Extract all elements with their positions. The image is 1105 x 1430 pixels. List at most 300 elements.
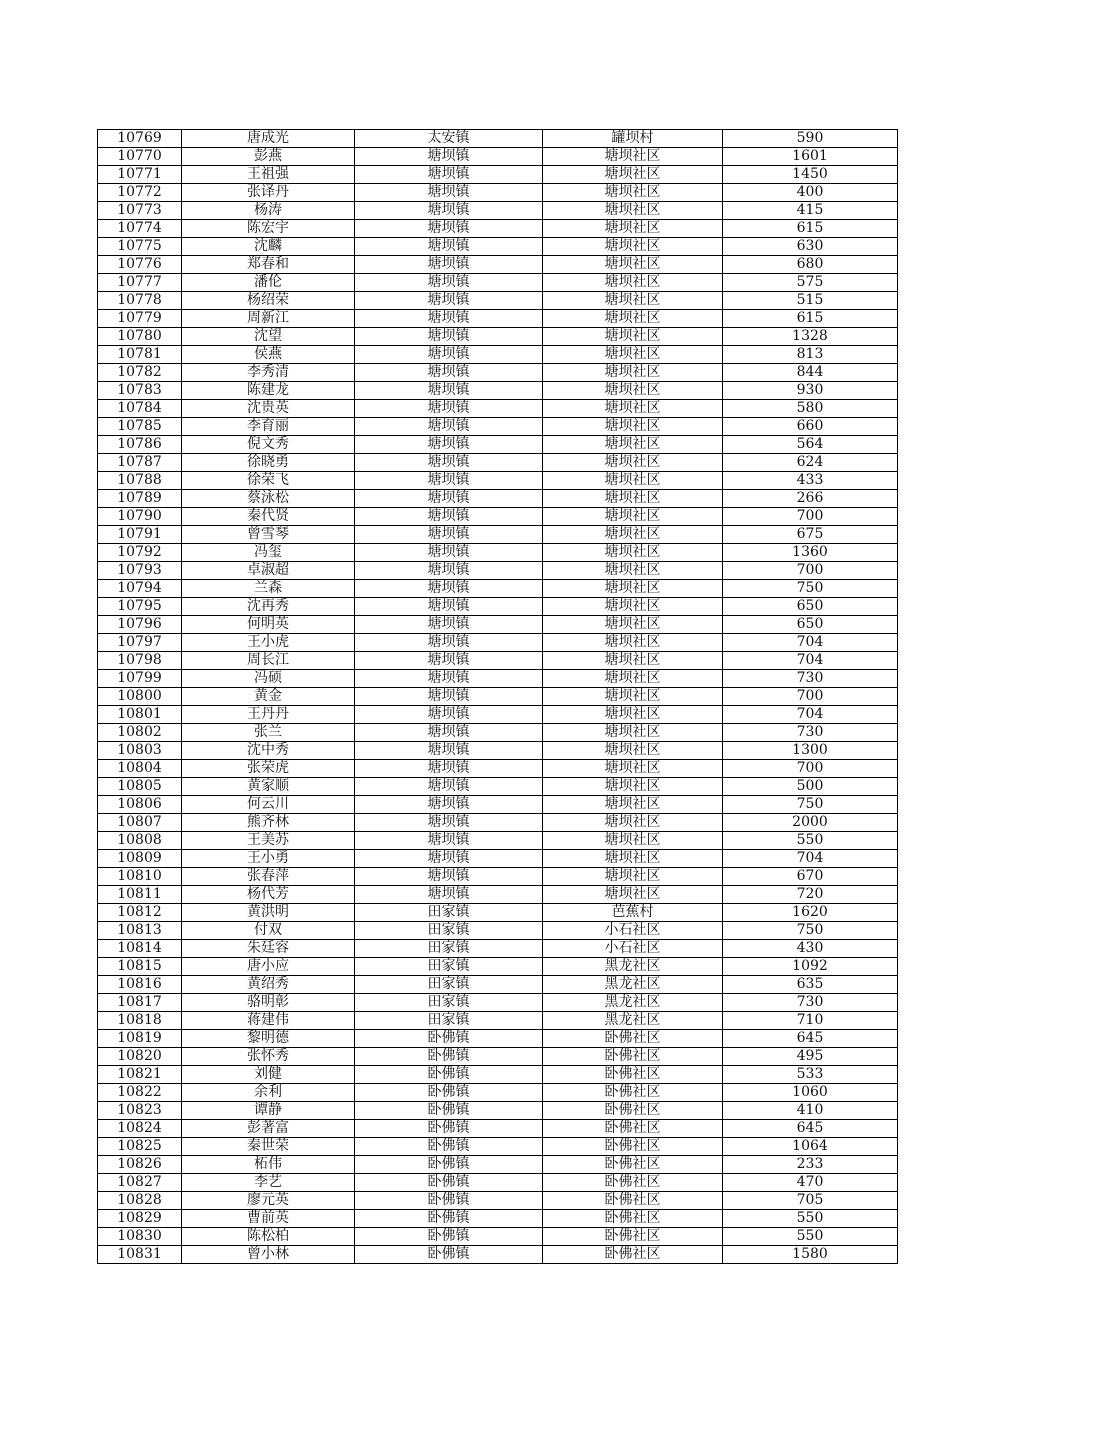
cell-town: 卧佛镇	[355, 1246, 543, 1264]
cell-record-id: 10807	[98, 814, 182, 832]
cell-person-name: 彭著富	[182, 1120, 355, 1138]
table-row	[98, 796, 898, 814]
cell-record-id: 10789	[98, 490, 182, 508]
cell-amount: 675	[723, 526, 898, 544]
cell-record-id: 10770	[98, 148, 182, 166]
cell-village: 卧佛社区	[543, 1174, 723, 1192]
cell-village: 黑龙社区	[543, 976, 723, 994]
cell-amount: 705	[723, 1192, 898, 1210]
table-row	[98, 922, 898, 940]
cell-amount: 615	[723, 220, 898, 238]
cell-village: 塘坝社区	[543, 598, 723, 616]
cell-record-id: 10798	[98, 652, 182, 670]
cell-village: 塘坝社区	[543, 742, 723, 760]
cell-person-name: 余利	[182, 1084, 355, 1102]
cell-person-name: 黄金	[182, 688, 355, 706]
cell-village: 卧佛社区	[543, 1030, 723, 1048]
cell-person-name: 陈松柏	[182, 1228, 355, 1246]
cell-person-name: 唐成光	[182, 130, 355, 148]
cell-record-id: 10795	[98, 598, 182, 616]
cell-village: 卧佛社区	[543, 1048, 723, 1066]
cell-amount: 750	[723, 922, 898, 940]
cell-village: 塘坝社区	[543, 526, 723, 544]
cell-person-name: 张兰	[182, 724, 355, 742]
cell-amount: 1328	[723, 328, 898, 346]
cell-person-name: 王小勇	[182, 850, 355, 868]
cell-village: 塘坝社区	[543, 724, 723, 742]
cell-record-id: 10817	[98, 994, 182, 1012]
cell-record-id: 10785	[98, 418, 182, 436]
cell-person-name: 何云川	[182, 796, 355, 814]
cell-town: 卧佛镇	[355, 1084, 543, 1102]
table-row	[98, 742, 898, 760]
table-row	[98, 724, 898, 742]
cell-village: 塘坝社区	[543, 490, 723, 508]
cell-village: 塘坝社区	[543, 688, 723, 706]
cell-village: 黑龙社区	[543, 1012, 723, 1030]
cell-amount: 704	[723, 634, 898, 652]
table-row	[98, 472, 898, 490]
cell-amount: 575	[723, 274, 898, 292]
cell-town: 塘坝镇	[355, 490, 543, 508]
cell-town: 塘坝镇	[355, 760, 543, 778]
cell-record-id: 10829	[98, 1210, 182, 1228]
table-row	[98, 1156, 898, 1174]
cell-town: 卧佛镇	[355, 1066, 543, 1084]
cell-town: 塘坝镇	[355, 256, 543, 274]
cell-amount: 670	[723, 868, 898, 886]
cell-person-name: 张荣虎	[182, 760, 355, 778]
cell-record-id: 10786	[98, 436, 182, 454]
cell-town: 塘坝镇	[355, 724, 543, 742]
table-row	[98, 256, 898, 274]
cell-town: 塘坝镇	[355, 436, 543, 454]
cell-person-name: 冯硕	[182, 670, 355, 688]
table-row	[98, 1192, 898, 1210]
cell-person-name: 曹前英	[182, 1210, 355, 1228]
cell-amount: 500	[723, 778, 898, 796]
table-row	[98, 976, 898, 994]
cell-amount: 730	[723, 670, 898, 688]
cell-town: 田家镇	[355, 958, 543, 976]
table-row	[98, 184, 898, 202]
cell-village: 卧佛社区	[543, 1246, 723, 1264]
cell-person-name: 张译丹	[182, 184, 355, 202]
cell-record-id: 10781	[98, 346, 182, 364]
cell-amount: 433	[723, 472, 898, 490]
cell-person-name: 黎明德	[182, 1030, 355, 1048]
table-row	[98, 1120, 898, 1138]
cell-town: 塘坝镇	[355, 364, 543, 382]
cell-record-id: 10782	[98, 364, 182, 382]
cell-town: 塘坝镇	[355, 454, 543, 472]
table-row	[98, 616, 898, 634]
cell-amount: 266	[723, 490, 898, 508]
cell-town: 塘坝镇	[355, 598, 543, 616]
cell-amount: 635	[723, 976, 898, 994]
table-row	[98, 958, 898, 976]
cell-village: 卧佛社区	[543, 1192, 723, 1210]
cell-town: 卧佛镇	[355, 1138, 543, 1156]
cell-town: 塘坝镇	[355, 400, 543, 418]
cell-record-id: 10826	[98, 1156, 182, 1174]
cell-record-id: 10805	[98, 778, 182, 796]
cell-amount: 630	[723, 238, 898, 256]
cell-person-name: 曾雪琴	[182, 526, 355, 544]
table-row	[98, 274, 898, 292]
cell-village: 塘坝社区	[543, 616, 723, 634]
cell-village: 塘坝社区	[543, 652, 723, 670]
cell-record-id: 10828	[98, 1192, 182, 1210]
cell-person-name: 周新江	[182, 310, 355, 328]
cell-town: 塘坝镇	[355, 814, 543, 832]
table-row	[98, 346, 898, 364]
table-row	[98, 310, 898, 328]
cell-amount: 564	[723, 436, 898, 454]
cell-village: 塘坝社区	[543, 382, 723, 400]
cell-record-id: 10776	[98, 256, 182, 274]
cell-town: 塘坝镇	[355, 706, 543, 724]
cell-village: 塘坝社区	[543, 274, 723, 292]
cell-village: 塘坝社区	[543, 436, 723, 454]
cell-town: 卧佛镇	[355, 1120, 543, 1138]
cell-village: 塘坝社区	[543, 418, 723, 436]
cell-record-id: 10778	[98, 292, 182, 310]
cell-town: 塘坝镇	[355, 850, 543, 868]
cell-record-id: 10799	[98, 670, 182, 688]
cell-village: 卧佛社区	[543, 1138, 723, 1156]
cell-village: 塘坝社区	[543, 202, 723, 220]
cell-amount: 700	[723, 760, 898, 778]
cell-town: 田家镇	[355, 940, 543, 958]
table-row	[98, 202, 898, 220]
cell-person-name: 侯燕	[182, 346, 355, 364]
cell-village: 黑龙社区	[543, 958, 723, 976]
table-row	[98, 292, 898, 310]
table-row	[98, 868, 898, 886]
cell-town: 卧佛镇	[355, 1174, 543, 1192]
cell-record-id: 10796	[98, 616, 182, 634]
cell-village: 塘坝社区	[543, 850, 723, 868]
cell-person-name: 黄绍秀	[182, 976, 355, 994]
cell-record-id: 10771	[98, 166, 182, 184]
cell-town: 塘坝镇	[355, 688, 543, 706]
cell-person-name: 曾小林	[182, 1246, 355, 1264]
cell-record-id: 10821	[98, 1066, 182, 1084]
cell-person-name: 杨绍荣	[182, 292, 355, 310]
table-row	[98, 652, 898, 670]
table-row	[98, 526, 898, 544]
cell-amount: 704	[723, 706, 898, 724]
cell-village: 卧佛社区	[543, 1084, 723, 1102]
cell-person-name: 王美苏	[182, 832, 355, 850]
cell-record-id: 10827	[98, 1174, 182, 1192]
cell-record-id: 10775	[98, 238, 182, 256]
cell-town: 塘坝镇	[355, 418, 543, 436]
cell-town: 塘坝镇	[355, 346, 543, 364]
cell-town: 塘坝镇	[355, 472, 543, 490]
cell-person-name: 骆明彰	[182, 994, 355, 1012]
cell-amount: 615	[723, 310, 898, 328]
cell-amount: 1360	[723, 544, 898, 562]
cell-amount: 495	[723, 1048, 898, 1066]
table-row	[98, 850, 898, 868]
cell-record-id: 10818	[98, 1012, 182, 1030]
cell-town: 卧佛镇	[355, 1030, 543, 1048]
cell-village: 塘坝社区	[543, 184, 723, 202]
table-row	[98, 508, 898, 526]
cell-amount: 700	[723, 688, 898, 706]
cell-village: 塘坝社区	[543, 148, 723, 166]
cell-person-name: 徐晓勇	[182, 454, 355, 472]
cell-amount: 233	[723, 1156, 898, 1174]
cell-person-name: 沈贵英	[182, 400, 355, 418]
cell-record-id: 10797	[98, 634, 182, 652]
cell-village: 卧佛社区	[543, 1120, 723, 1138]
cell-town: 塘坝镇	[355, 148, 543, 166]
cell-town: 塘坝镇	[355, 544, 543, 562]
cell-village: 塘坝社区	[543, 670, 723, 688]
cell-amount: 1300	[723, 742, 898, 760]
cell-town: 塘坝镇	[355, 292, 543, 310]
cell-person-name: 郑春和	[182, 256, 355, 274]
cell-amount: 550	[723, 1228, 898, 1246]
table-row	[98, 418, 898, 436]
cell-village: 塘坝社区	[543, 292, 723, 310]
cell-village: 塘坝社区	[543, 220, 723, 238]
cell-record-id: 10777	[98, 274, 182, 292]
cell-record-id: 10803	[98, 742, 182, 760]
cell-record-id: 10780	[98, 328, 182, 346]
cell-town: 田家镇	[355, 994, 543, 1012]
cell-town: 卧佛镇	[355, 1228, 543, 1246]
cell-town: 田家镇	[355, 976, 543, 994]
table-row	[98, 130, 898, 148]
cell-record-id: 10820	[98, 1048, 182, 1066]
cell-record-id: 10800	[98, 688, 182, 706]
cell-amount: 720	[723, 886, 898, 904]
table-row	[98, 1084, 898, 1102]
cell-person-name: 何明英	[182, 616, 355, 634]
cell-amount: 730	[723, 994, 898, 1012]
cell-record-id: 10813	[98, 922, 182, 940]
cell-amount: 710	[723, 1012, 898, 1030]
cell-village: 塘坝社区	[543, 580, 723, 598]
cell-town: 塘坝镇	[355, 508, 543, 526]
cell-person-name: 刘健	[182, 1066, 355, 1084]
cell-amount: 533	[723, 1066, 898, 1084]
table-row	[98, 400, 898, 418]
cell-town: 田家镇	[355, 1012, 543, 1030]
cell-amount: 750	[723, 796, 898, 814]
cell-person-name: 王丹丹	[182, 706, 355, 724]
cell-village: 塘坝社区	[543, 256, 723, 274]
cell-person-name: 廖元英	[182, 1192, 355, 1210]
records-table	[97, 129, 898, 1264]
cell-amount: 700	[723, 562, 898, 580]
cell-amount: 1620	[723, 904, 898, 922]
cell-record-id: 10783	[98, 382, 182, 400]
cell-person-name: 张怀秀	[182, 1048, 355, 1066]
cell-amount: 700	[723, 508, 898, 526]
cell-amount: 704	[723, 652, 898, 670]
cell-person-name: 沈再秀	[182, 598, 355, 616]
cell-person-name: 李育丽	[182, 418, 355, 436]
cell-village: 塘坝社区	[543, 760, 723, 778]
cell-village: 小石社区	[543, 940, 723, 958]
cell-town: 塘坝镇	[355, 166, 543, 184]
cell-town: 塘坝镇	[355, 238, 543, 256]
cell-record-id: 10808	[98, 832, 182, 850]
records-table-body	[98, 130, 898, 1264]
cell-village: 塘坝社区	[543, 778, 723, 796]
cell-person-name: 付双	[182, 922, 355, 940]
table-row	[98, 580, 898, 598]
cell-town: 塘坝镇	[355, 832, 543, 850]
cell-village: 塘坝社区	[543, 814, 723, 832]
cell-village: 塘坝社区	[543, 562, 723, 580]
cell-amount: 590	[723, 130, 898, 148]
cell-person-name: 沈中秀	[182, 742, 355, 760]
cell-town: 塘坝镇	[355, 778, 543, 796]
cell-person-name: 陈宏宇	[182, 220, 355, 238]
cell-person-name: 谭静	[182, 1102, 355, 1120]
table-row	[98, 382, 898, 400]
cell-record-id: 10812	[98, 904, 182, 922]
cell-village: 塘坝社区	[543, 868, 723, 886]
table-row	[98, 1210, 898, 1228]
cell-town: 卧佛镇	[355, 1102, 543, 1120]
table-row	[98, 1066, 898, 1084]
cell-village: 塘坝社区	[543, 472, 723, 490]
cell-town: 田家镇	[355, 904, 543, 922]
cell-amount: 400	[723, 184, 898, 202]
table-row	[98, 544, 898, 562]
cell-village: 塘坝社区	[543, 832, 723, 850]
cell-amount: 1601	[723, 148, 898, 166]
cell-village: 卧佛社区	[543, 1228, 723, 1246]
cell-amount: 704	[723, 850, 898, 868]
cell-village: 塘坝社区	[543, 706, 723, 724]
cell-town: 塘坝镇	[355, 670, 543, 688]
cell-record-id: 10790	[98, 508, 182, 526]
cell-amount: 580	[723, 400, 898, 418]
cell-village: 塘坝社区	[543, 454, 723, 472]
cell-record-id: 10787	[98, 454, 182, 472]
cell-record-id: 10809	[98, 850, 182, 868]
cell-person-name: 黄家顺	[182, 778, 355, 796]
cell-village: 塘坝社区	[543, 634, 723, 652]
cell-person-name: 杨涛	[182, 202, 355, 220]
cell-town: 塘坝镇	[355, 742, 543, 760]
table-row	[98, 1174, 898, 1192]
cell-amount: 430	[723, 940, 898, 958]
cell-person-name: 冯玺	[182, 544, 355, 562]
cell-town: 塘坝镇	[355, 886, 543, 904]
cell-person-name: 周长江	[182, 652, 355, 670]
cell-amount: 1060	[723, 1084, 898, 1102]
table-row	[98, 1102, 898, 1120]
cell-record-id: 10773	[98, 202, 182, 220]
cell-amount: 550	[723, 1210, 898, 1228]
table-row	[98, 328, 898, 346]
cell-village: 塘坝社区	[543, 238, 723, 256]
cell-town: 太安镇	[355, 130, 543, 148]
table-row	[98, 886, 898, 904]
cell-person-name: 彭燕	[182, 148, 355, 166]
table-row	[98, 562, 898, 580]
cell-village: 卧佛社区	[543, 1102, 723, 1120]
cell-village: 塘坝社区	[543, 328, 723, 346]
cell-person-name: 柘伟	[182, 1156, 355, 1174]
table-row	[98, 1138, 898, 1156]
cell-amount: 410	[723, 1102, 898, 1120]
table-row	[98, 490, 898, 508]
cell-record-id: 10774	[98, 220, 182, 238]
cell-amount: 930	[723, 382, 898, 400]
cell-amount: 645	[723, 1120, 898, 1138]
cell-record-id: 10791	[98, 526, 182, 544]
cell-village: 塘坝社区	[543, 310, 723, 328]
cell-record-id: 10811	[98, 886, 182, 904]
cell-person-name: 王祖强	[182, 166, 355, 184]
cell-person-name: 唐小应	[182, 958, 355, 976]
table-row	[98, 166, 898, 184]
cell-person-name: 李艺	[182, 1174, 355, 1192]
cell-amount: 624	[723, 454, 898, 472]
table-row	[98, 940, 898, 958]
table-row	[98, 688, 898, 706]
cell-town: 塘坝镇	[355, 580, 543, 598]
cell-record-id: 10788	[98, 472, 182, 490]
cell-record-id: 10794	[98, 580, 182, 598]
cell-record-id: 10801	[98, 706, 182, 724]
cell-person-name: 蒋建伟	[182, 1012, 355, 1030]
cell-person-name: 朱廷容	[182, 940, 355, 958]
cell-amount: 650	[723, 616, 898, 634]
cell-person-name: 沈麟	[182, 238, 355, 256]
cell-village: 塘坝社区	[543, 346, 723, 364]
cell-town: 塘坝镇	[355, 220, 543, 238]
cell-town: 塘坝镇	[355, 796, 543, 814]
cell-amount: 680	[723, 256, 898, 274]
cell-village: 塘坝社区	[543, 796, 723, 814]
table-row	[98, 148, 898, 166]
cell-person-name: 王小虎	[182, 634, 355, 652]
cell-town: 卧佛镇	[355, 1210, 543, 1228]
cell-town: 塘坝镇	[355, 652, 543, 670]
cell-person-name: 秦代贤	[182, 508, 355, 526]
table-row	[98, 904, 898, 922]
cell-village: 塘坝社区	[543, 544, 723, 562]
table-row	[98, 778, 898, 796]
cell-town: 塘坝镇	[355, 310, 543, 328]
table-row	[98, 436, 898, 454]
cell-person-name: 李秀清	[182, 364, 355, 382]
cell-person-name: 蔡泳松	[182, 490, 355, 508]
cell-record-id: 10806	[98, 796, 182, 814]
cell-town: 塘坝镇	[355, 616, 543, 634]
cell-village: 塘坝社区	[543, 886, 723, 904]
cell-record-id: 10823	[98, 1102, 182, 1120]
cell-record-id: 10822	[98, 1084, 182, 1102]
cell-record-id: 10816	[98, 976, 182, 994]
cell-village: 塘坝社区	[543, 364, 723, 382]
cell-town: 塘坝镇	[355, 184, 543, 202]
cell-amount: 415	[723, 202, 898, 220]
cell-town: 塘坝镇	[355, 274, 543, 292]
cell-amount: 660	[723, 418, 898, 436]
